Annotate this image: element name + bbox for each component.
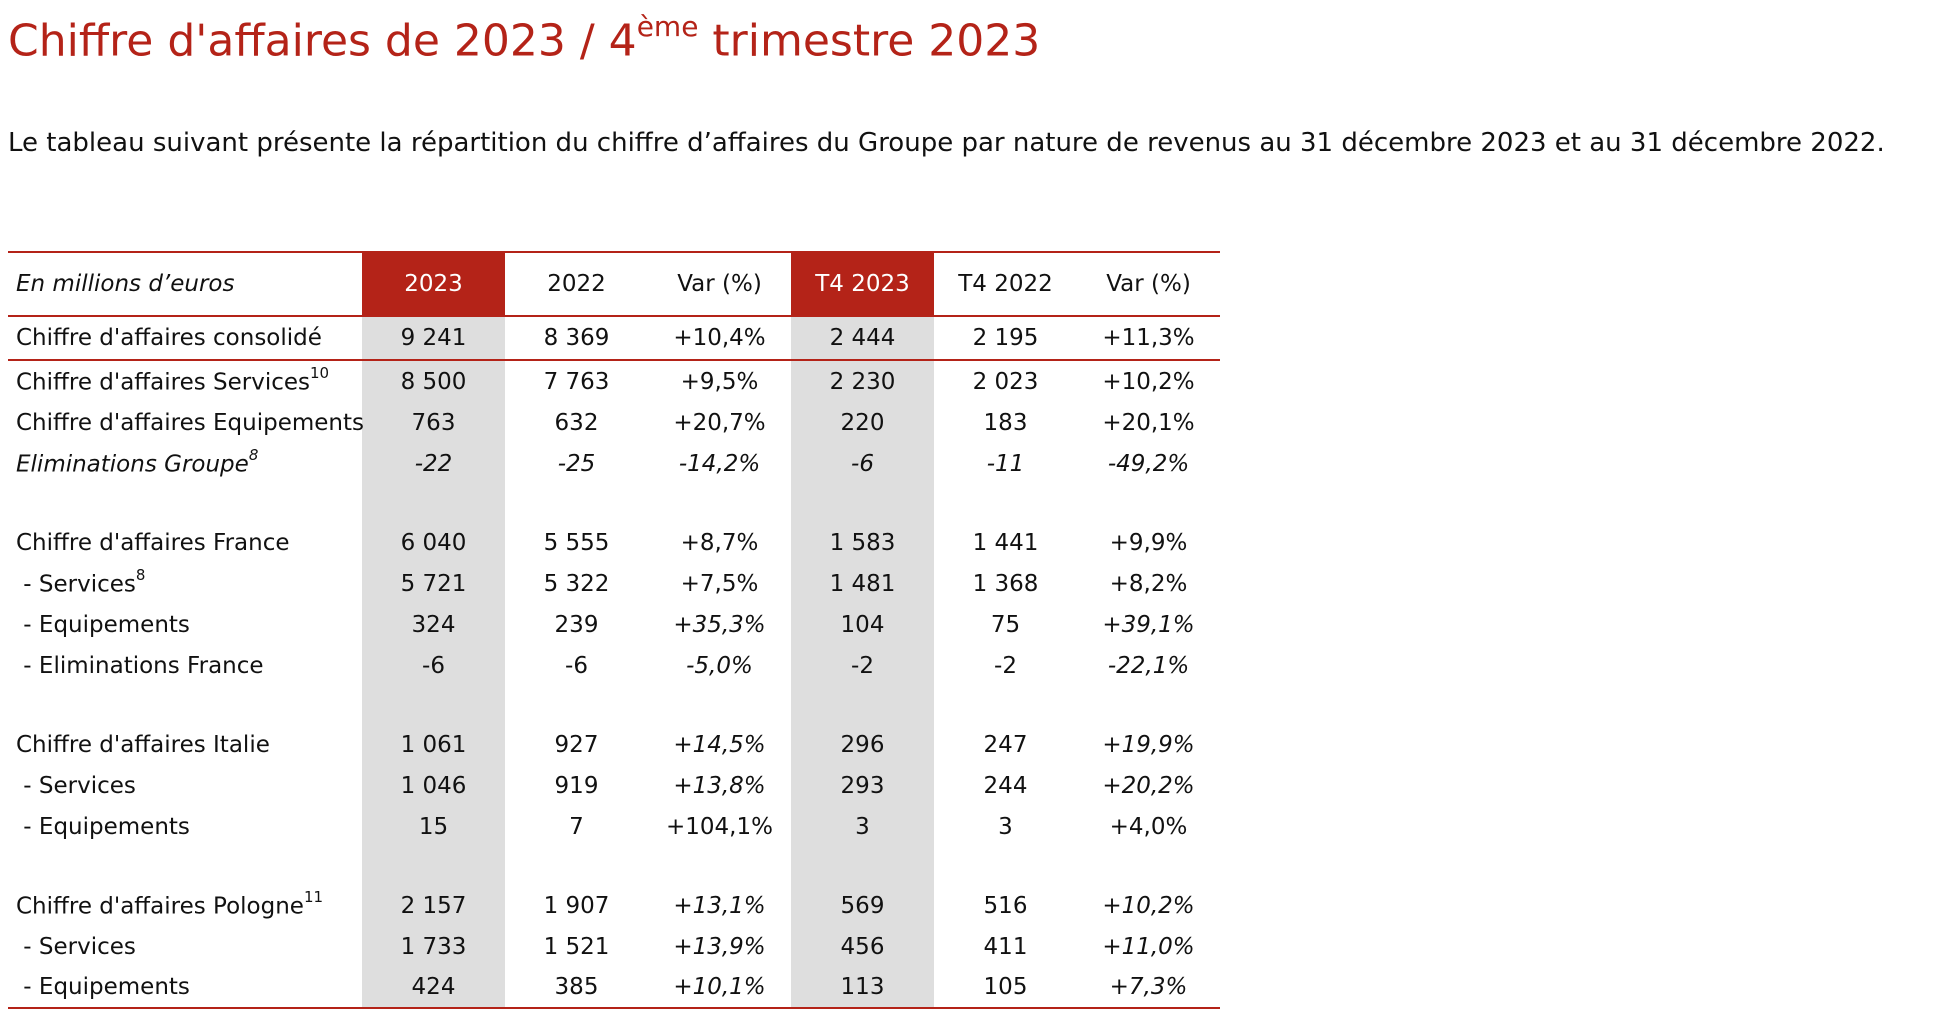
revenue-table [8,251,1220,1009]
table-cell: 113 [791,967,934,1008]
table-cell: 763 [362,402,505,443]
table-row [8,360,1220,402]
row-label-text: Chiffre d'affaires Pologne [16,893,304,920]
table-cell: -6 [362,645,505,686]
table-row [8,522,1220,563]
footnote-ref: 10 [310,364,330,383]
table-cell: 569 [791,885,934,926]
table-cell: 75 [990,611,1021,638]
spacer-cell [505,847,648,885]
row-label-text: Eliminations Groupe [16,451,249,478]
spacer-cell [362,847,505,885]
footnote-ref: 8 [135,566,146,585]
table-cell: 7 [569,813,584,840]
table-cell: +10,2% [1102,368,1195,395]
table-cell: 411 [983,933,1028,960]
table-cell: -22 [362,443,505,484]
row-label-text: Chiffre d'affaires Italie [16,731,270,758]
spacer-cell [1077,686,1220,724]
row-label [8,806,362,847]
row-label [8,604,362,645]
table-row [8,806,1220,847]
table-cell: 2 157 [362,885,505,926]
table-cell: 927 [554,731,599,758]
table-cell: 424 [362,967,505,1008]
table-cell: -11 [986,450,1025,477]
table-row [8,885,1220,926]
row-label [8,563,362,604]
title-text: Chiffre d'affaires de 2023 / 4 [8,15,637,67]
header-units: En millions d’euros [16,271,235,297]
header-t4-2023: T4 2023 [791,252,934,316]
table-cell: 1 368 [972,570,1039,597]
table-cell: 104 [791,604,934,645]
row-label [8,885,362,926]
table-cell: 8 369 [505,316,648,360]
table-cell: +7,3% [1077,967,1220,1008]
table-cell: -25 [557,450,596,477]
row-label-text: Chiffre d'affaires consolidé [16,325,322,351]
table-cell: 2 195 [934,316,1077,360]
table-row [8,645,1220,686]
table-cell: 1 583 [791,522,934,563]
table-cell: 239 [554,611,599,638]
row-label-text: - Services [16,933,136,960]
table-cell: -6 [791,443,934,484]
table-cell: +11,0% [1102,933,1195,960]
table-cell: 3 [791,806,934,847]
spacer-cell [505,484,648,522]
spacer-cell [934,484,1077,522]
table-cell: +20,1% [1102,409,1195,436]
page-title [8,10,1041,67]
table-cell: 8 500 [362,360,505,402]
table-cell: +8,7% [680,529,759,556]
table-cell: +13,9% [673,933,766,960]
table-cell: +9,9% [1109,529,1188,556]
table-cell: 919 [554,772,599,799]
table-cell: 244 [983,772,1028,799]
row-label [8,360,362,402]
spacer-cell [362,484,505,522]
table-cell: 1 061 [362,724,505,765]
table-cell: 5 555 [543,529,610,556]
table-cell: 7 763 [543,368,610,395]
spacer-row [8,686,1220,724]
table-cell: 3 [998,813,1013,840]
spacer-cell [791,686,934,724]
table-body [8,316,1220,1008]
table-cell: 1 733 [362,926,505,967]
spacer-cell [648,847,791,885]
table-cell: -6 [565,652,588,679]
header-var-quarter: Var (%) [1106,271,1191,297]
spacer-cell [362,686,505,724]
intro-paragraph: Le tableau suivant présente la répartition du chiffre d’affaires du Groupe par nature de revenus au 31 décembre 2023 et au 31 décembre 2022. [8,128,1885,158]
table-cell: 296 [791,724,934,765]
table-cell: +104,1% [666,813,773,840]
table-cell: 105 [934,967,1077,1008]
table-cell: 293 [791,765,934,806]
header-2022: 2022 [547,271,606,297]
spacer-cell [791,484,934,522]
table-cell: +4,0% [1109,813,1188,840]
table-cell: 5 322 [543,570,610,597]
spacer-cell [505,686,648,724]
table-cell: +35,3% [673,611,766,638]
spacer-cell [1077,484,1220,522]
table-cell: 516 [983,892,1028,919]
table-header-row [8,252,1220,316]
table-cell: -22,1% [1107,652,1190,679]
row-label [8,522,362,563]
table-cell: 247 [983,731,1028,758]
table-cell: -14,2% [678,450,761,477]
table-cell: 2 023 [972,368,1039,395]
table-row [8,443,1220,484]
row-label-text: - Eliminations France [16,652,264,679]
table-cell: 1 907 [543,892,610,919]
row-label-text: Chiffre d'affaires France [16,529,290,556]
table-cell: +20,2% [1102,772,1195,799]
row-label [8,402,365,443]
table-row [8,724,1220,765]
table-cell: 183 [983,409,1028,436]
table-row [8,402,1220,443]
row-label-text: - Services [16,571,136,598]
table-row [8,967,1220,1008]
table-cell: +8,2% [1109,570,1188,597]
table-cell: 1 521 [543,933,610,960]
table-cell: 1 441 [972,529,1039,556]
row-label [8,645,362,686]
row-label [8,926,362,967]
footnote-ref: 8 [248,446,259,465]
row-label [8,724,362,765]
table-cell: 2 230 [791,360,934,402]
table-cell: -49,2% [1107,450,1190,477]
spacer-cell [8,686,362,724]
title-superscript: ème [636,10,699,43]
spacer-cell [648,686,791,724]
row-label-text: - Equipements [16,813,190,840]
row-label [8,967,362,1008]
row-label [8,443,362,484]
table-cell: 15 [362,806,505,847]
table-cell: +10,1% [648,967,791,1008]
spacer-row [8,847,1220,885]
table-row [8,563,1220,604]
table-cell: 456 [791,926,934,967]
table-cell: 5 721 [362,563,505,604]
table-cell: -2 [791,645,934,686]
row-label [8,765,362,806]
table-row [8,765,1220,806]
table-cell: -2 [994,652,1017,679]
header-2023: 2023 [362,252,505,316]
table-cell: +39,1% [1102,611,1195,638]
row-label-text: Chiffre d'affaires Equipements [16,409,365,436]
row-label-text: Chiffre d'affaires Services [16,369,311,396]
table-cell: +20,7% [673,409,766,436]
row-label [8,316,362,360]
spacer-cell [934,847,1077,885]
row-label-text: - Services [16,772,136,799]
table-cell: +19,9% [1102,731,1195,758]
title-text-rest: trimestre 2023 [698,15,1041,67]
table-cell: +14,5% [673,731,766,758]
table-cell: +9,5% [680,368,759,395]
table-cell: 2 444 [791,316,934,360]
revenue-table-container [8,251,1220,1009]
table-cell: 220 [791,402,934,443]
row-label-text: - Equipements [16,974,190,1000]
spacer-cell [934,686,1077,724]
table-cell: +13,1% [673,892,766,919]
spacer-cell [648,484,791,522]
table-row [8,316,1220,360]
table-cell: +10,2% [1102,892,1195,919]
table-cell: 385 [505,967,648,1008]
spacer-cell [8,484,362,522]
spacer-cell [1077,847,1220,885]
spacer-cell [791,847,934,885]
table-row [8,926,1220,967]
table-cell: -5,0% [686,652,753,679]
table-row [8,604,1220,645]
table-cell: 9 241 [362,316,505,360]
table-cell: 1 481 [791,563,934,604]
header-var-year: Var (%) [677,271,762,297]
spacer-row [8,484,1220,522]
row-label-text: - Equipements [16,611,190,638]
table-cell: 6 040 [362,522,505,563]
spacer-cell [8,847,362,885]
table-cell: 632 [554,409,599,436]
table-cell: +13,8% [673,772,766,799]
header-t4-2022: T4 2022 [958,271,1053,297]
table-cell: +7,5% [680,570,759,597]
footnote-ref: 11 [303,888,324,907]
table-cell: 1 046 [362,765,505,806]
table-cell: +11,3% [1077,316,1220,360]
table-cell: 324 [362,604,505,645]
table-cell: +10,4% [648,316,791,360]
